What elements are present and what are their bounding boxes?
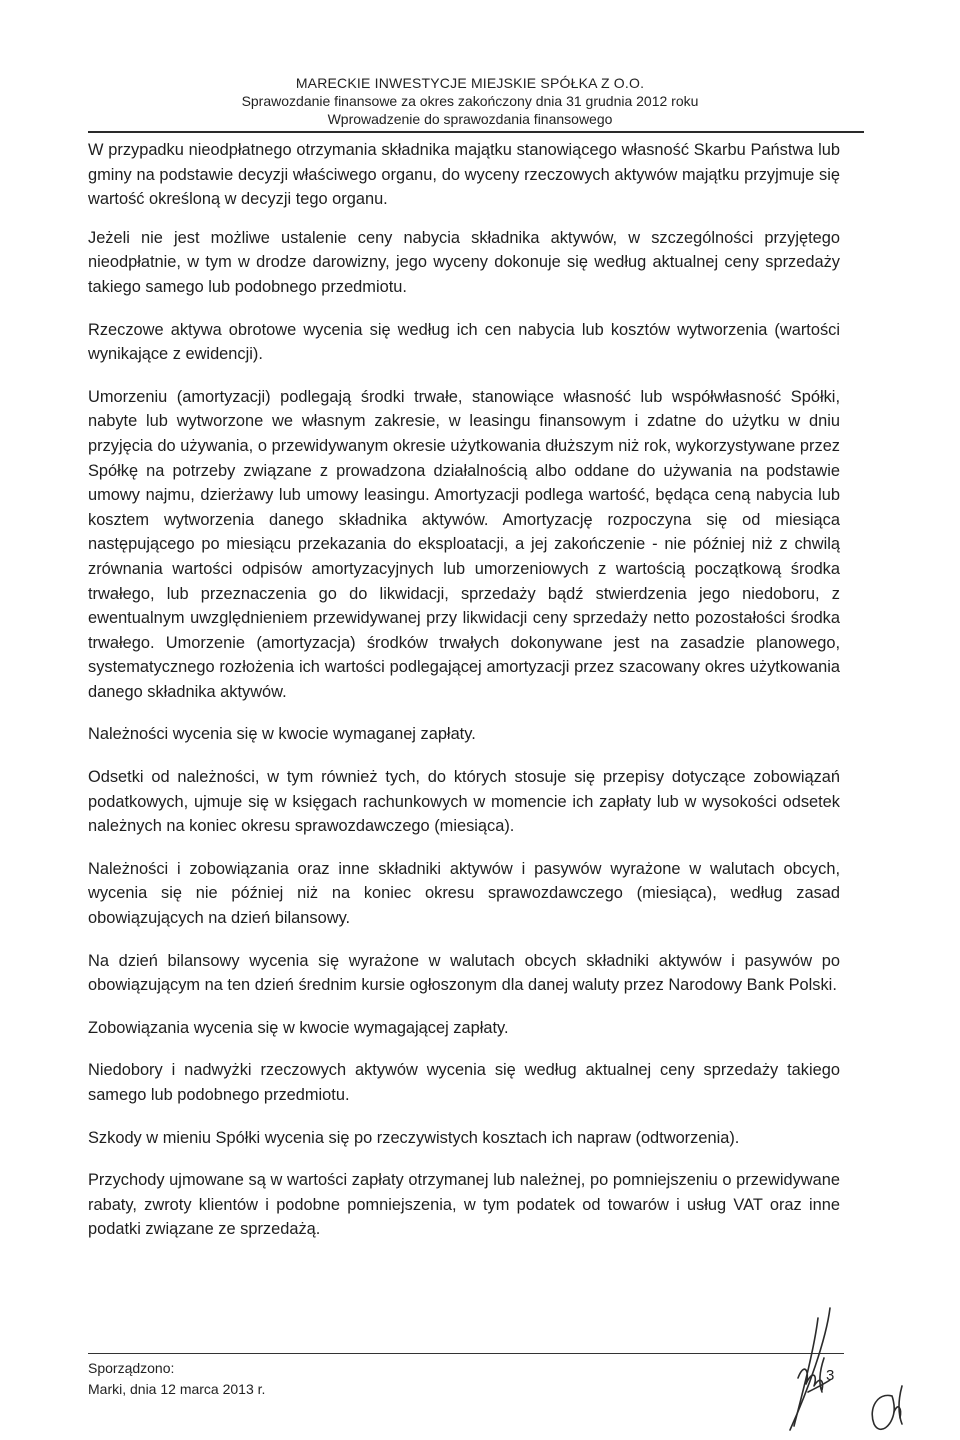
- page-number: 3: [826, 1367, 835, 1384]
- page-header: [80, 74, 860, 128]
- handwritten-signature-icon: [768, 1300, 948, 1435]
- paragraph: Należności i zobowiązania oraz inne składniki aktywów i pasywów wyrażone w walutach obcych, wycenia się nie później niż na koniec okresu sprawozdawczego (miesiąca), według zasad obowiązujących na dzień bilansowy.: [88, 859, 840, 928]
- place-date: Marki, dnia 12 marca 2013 r.: [88, 1381, 266, 1397]
- paragraph: Należności wycenia się w kwocie wymaganej zapłaty.: [88, 725, 476, 744]
- paragraph: Rzeczowe aktywa obrotowe wycenia się według ich cen nabycia lub kosztów wytworzenia (wartości wynikające z ewidencji).: [88, 320, 840, 364]
- paragraph: Na dzień bilansowy wycenia się wyrażone w walutach obcych składniki aktywów i pasywów po obowiązującym na ten dzień średnim kursie ogłoszonym dla danej waluty przez Narodowy Bank Polski.: [88, 951, 840, 995]
- paragraph: Przychody ujmowane są w wartości zapłaty otrzymanej lub należnej, po pomniejszeniu o przewidywane rabaty, zwroty klientów i podobne pomniejszenia, w tym podatek od towarów i usług VAT oraz inne podatki związane ze sprzedażą.: [88, 1171, 840, 1239]
- paragraph: Odsetki od należności, w tym również tych, do których stosuje się przepisy dotyczące zobowiązań podatkowych, ujmuje się w księgach rachunkowych w momencie ich zapłaty lub w wysokości odsetek należnych na koniec okresu sprawozdawczego (miesiąca).: [88, 768, 840, 836]
- paragraph: Umorzeniu (amortyzacji) podlegają środki trwałe, stanowiące własność lub współwłasność Spółki, nabyte lub wytworzone we własnym zakresie, w leasingu finansowym i zdatne do użytku w dniu przyjęcia do używania, o przewidywanym okresie użytkowania dłuższym niż rok, wykorzystywane przez Spółkę na potrzeby związane z prowadzona działalnością albo oddane do używania na podstawie umowy najmu, dzierżawy lub umowy leasingu. Amortyzacji podlega wartość, będąca ceną nabycia lub kosztem wytworzenia danego składnika aktywów. Amortyzację rozpoczyna się od miesiąca następującego po miesiącu przekazania do eksploatacji, a jej zakończenie - nie później niż z chwilą zrównania wartości odpisów amortyzacyjnych lub umorzeniowych z wartością początkową środka trwałego, lub przeznaczenia go do likwidacji, sprzedaży bądź stwierdzenia jego niedoboru, z ewentualnym uwzględnieniem przewidywanej przy likwidacji ceny sprzedaży netto pozostałości środka trwałego. Umorzenie (amortyzacja) środków trwałych dokonywane jest na zasadzie planowego, systematycznego rozłożenia ich wartości podlegającej amortyzacji przez szacowany okres użytkowania danego składnika aktywów.: [88, 387, 840, 701]
- paragraph: Niedobory i nadwyżki rzeczowych aktywów wycenia się według aktualnej ceny sprzedaży takiego samego lub podobnego przedmiotu.: [88, 1061, 840, 1104]
- page-footer: [88, 1358, 265, 1400]
- document-body: [88, 138, 840, 1260]
- paragraph: Zobowiązania wycenia się w kwocie wymagającej zapłaty.: [88, 1018, 509, 1037]
- section-title: Wprowadzenie do sprawozdania finansowego: [327, 111, 613, 127]
- paragraph: Jeżeli nie jest możliwe ustalenie ceny nabycia składnika aktywów, w szczególności przyjętego nieodpłatnie, w tym w drodze darowizny, jego wyceny dokonuje się według aktualnej ceny sprzedaży takiego samego lub podobnego przedmiotu.: [88, 228, 840, 296]
- header-divider: [88, 131, 864, 133]
- company-name: MARECKIE INWESTYCJE MIEJSKIE SPÓŁKA Z O.O.: [295, 75, 645, 91]
- footer-divider: [88, 1353, 844, 1354]
- paragraph: W przypadku nieodpłatnego otrzymania składnika majątku stanowiącego własność Skarbu Państwa lub gminy na podstawie decyzji właściwego organu, do wyceny rzeczowych aktywów majątku przyjmuje się wartość określoną w decyzji tego organu.: [88, 141, 840, 209]
- paragraph: Szkody w mieniu Spółki wycenia się po rzeczywistych kosztach ich napraw (odtworzenia).: [88, 1128, 740, 1147]
- report-title: Sprawozdanie finansowe za okres zakończony dnia 31 grudnia 2012 roku: [241, 93, 699, 109]
- prepared-label: Sporządzono:: [88, 1360, 175, 1376]
